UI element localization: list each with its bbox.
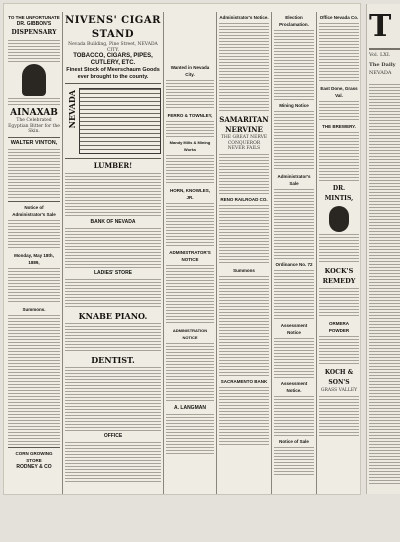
c3-horn: HORN, KNOWLES, JR. — [170, 188, 210, 200]
c6-remedy: REMEDY — [322, 277, 356, 285]
c4-nervine: NERVINE — [225, 125, 263, 134]
c4-summons: Summons — [233, 267, 255, 273]
c2-sub: Nevada Building, Pine Street, NEVADA CITY. — [68, 42, 158, 53]
c6-mintie: DR. MINTIS, — [324, 185, 354, 202]
column-2 — [65, 14, 161, 492]
c5-adm: Administrator's Sale — [277, 174, 311, 186]
c2-knabe: KNABE PIANO. — [78, 311, 148, 322]
adjacent-line-3: NEVADA — [369, 70, 392, 76]
column-4 — [219, 14, 269, 492]
c6-powder: ORMERA POWDER — [328, 321, 350, 333]
c2-lumber: LUMBER! — [93, 161, 133, 171]
column-1 — [8, 14, 60, 492]
c3-adm2: ADMINISTRATION NOTICE — [172, 328, 208, 340]
portrait-illustration-2 — [329, 206, 349, 232]
c4-sacramento: SACRAMENTO BANK — [220, 378, 268, 384]
c2-dentist: DENTIST. — [91, 355, 135, 366]
adjacent-page — [366, 4, 400, 494]
c1-notice: Notice of Administrator's Sale — [12, 204, 56, 217]
c3-wanted: Wanted in Nevada City. — [170, 65, 210, 77]
c1-walter: WALTER VINTON, — [10, 139, 58, 146]
c6-kock: KOCK'S — [324, 267, 354, 275]
adjacent-line-1: Vol. LXI. — [369, 52, 391, 58]
c6-heading: Office Nevada Co. — [319, 15, 359, 20]
c1-bottom-ad: CORN GROWING STORE — [15, 450, 53, 463]
c6-last: KOCH & SON'S — [324, 369, 354, 386]
c3-adm: ADMINISTRATOR'S NOTICE — [169, 250, 211, 262]
c2-finest: Finest Stock of Meerschaum Goods ever brought to the county. — [66, 67, 160, 81]
c4-reno: RENO RAILROAD CO. — [220, 196, 268, 202]
adjacent-line-2: The Daily — [369, 62, 396, 68]
c4-nervine-sub: THE GREAT NERVE CONQUEROR — [220, 135, 268, 146]
masthead-letter: T — [369, 9, 392, 44]
c3-mills: Mandy Mills & Mining Works — [169, 140, 211, 152]
c6-last-sub: GRASS VALLEY — [320, 388, 358, 393]
c2-table-block — [79, 88, 161, 154]
c1-ad-title: AINAXAB — [10, 108, 58, 118]
c6-sale: East Done, Grass Val. — [320, 86, 358, 98]
c1-dr: DR. GIBBON'S — [16, 21, 52, 27]
c2-office: OFFICE — [103, 433, 123, 440]
c3-langman: A. LANGMAN — [174, 405, 206, 411]
c1-heading: TO THE UNFORTUNATE — [8, 15, 60, 20]
c1-date: Monday, May 18th, 1889, — [14, 252, 54, 265]
c5-ordinance: Ordinance No. 72 — [275, 262, 313, 267]
c2-items: TOBACCO, CIGARS, PIPES, CUTLERY, ETC. — [73, 53, 153, 67]
column-3 — [166, 64, 214, 542]
c5-mining: Mining Notice — [279, 103, 309, 108]
portrait-illustration — [22, 64, 46, 96]
newspaper-page — [4, 4, 360, 494]
c1-dispensary: DISPENSARY — [11, 29, 57, 36]
c1-summons: Summons. — [22, 306, 46, 312]
c2-vertical-word: NEVADA — [67, 90, 77, 129]
c1-bottom-ad-2: RODNEY & CO — [16, 463, 52, 470]
c5-assess2: Assessment Notice. — [280, 381, 308, 393]
c5-heading: Election Proclamation. — [279, 15, 309, 27]
c6-brewery: THE BREWERY. — [322, 124, 356, 129]
c1-ad-subtitle: The Celebrated Egyptian Bitter for the Skin. — [8, 118, 60, 135]
c2-heading: NIVENS' CIGAR STAND — [65, 15, 161, 40]
c2-ladies: LADIES' STORE — [93, 270, 133, 277]
c3-ferro: FERRO & TOWNLEY, — [167, 113, 213, 118]
c4-samaritan: SAMARITAN — [219, 115, 269, 124]
c4-heading: Administrator's Notice. — [219, 15, 269, 20]
c5-notice: Notice of Sale — [279, 439, 309, 444]
column-6 — [319, 14, 359, 492]
c4-never-fails: NEVER FAILS — [227, 146, 261, 152]
column-5 — [274, 14, 314, 492]
c5-assess: Assessment Notice — [280, 323, 308, 335]
c2-bank: BANK OF NEVADA — [90, 219, 136, 226]
